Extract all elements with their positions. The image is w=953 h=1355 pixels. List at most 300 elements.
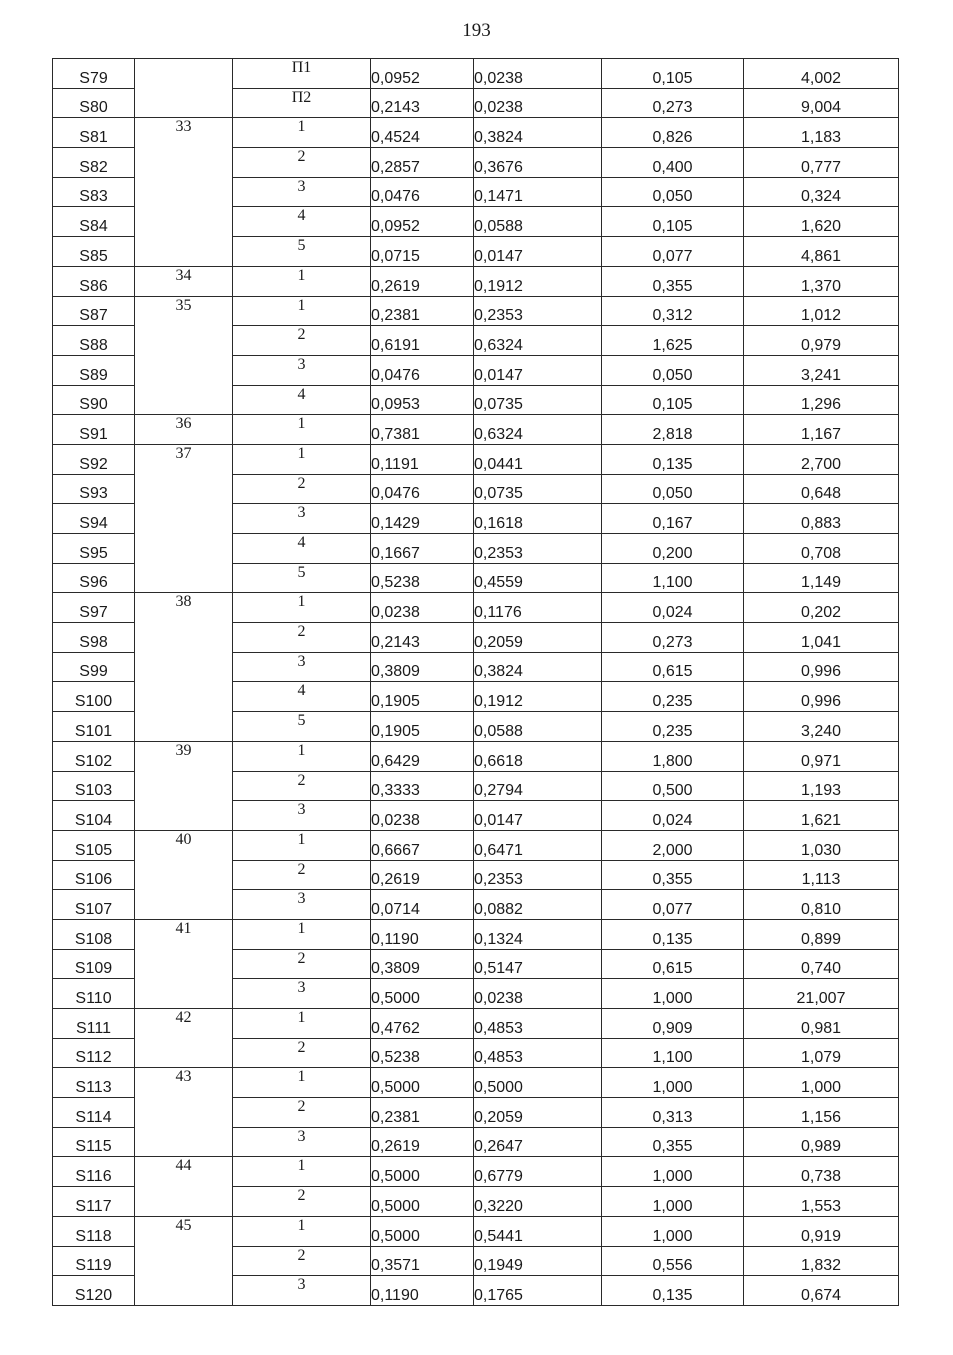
value-cell-2: 0,6779 [474,1157,602,1187]
table-row [53,623,899,653]
table-row [53,534,899,564]
subgroup-cell: 3 [233,890,371,920]
value-cell-1: 0,0715 [371,237,474,267]
subgroup-cell: 1 [233,444,371,474]
value-cell-2: 0,0735 [474,474,602,504]
table-row [53,326,899,356]
value-cell-2: 0,3220 [474,1187,602,1217]
group-cell: 40 [135,830,233,860]
value-cell-4: 3,240 [744,712,899,742]
value-cell-4: 0,738 [744,1157,899,1187]
value-cell-4: 0,979 [744,326,899,356]
subgroup-cell: 4 [233,207,371,237]
subgroup-cell: 1 [233,830,371,860]
value-cell-4: 2,700 [744,444,899,474]
value-cell-3: 0,355 [602,860,744,890]
group-cell [135,1187,233,1217]
group-cell [135,860,233,890]
table-row [53,593,899,623]
row-id-cell: S115 [53,1127,135,1157]
value-cell-3: 1,100 [602,563,744,593]
subgroup-cell: 3 [233,801,371,831]
table-row [53,1187,899,1217]
group-cell [135,623,233,653]
data-table [52,58,899,1306]
value-cell-3: 0,313 [602,1098,744,1128]
group-cell: 38 [135,593,233,623]
row-id-cell: S101 [53,712,135,742]
value-cell-1: 0,3333 [371,771,474,801]
value-cell-4: 21,007 [744,979,899,1009]
page-number: 193 [462,20,491,41]
value-cell-4: 1,370 [744,266,899,296]
value-cell-2: 0,1912 [474,266,602,296]
value-cell-1: 0,0476 [371,355,474,385]
group-cell: 43 [135,1068,233,1098]
value-cell-2: 0,5441 [474,1216,602,1246]
value-cell-1: 0,5000 [371,1216,474,1246]
row-id-cell: S88 [53,326,135,356]
table-row [53,652,899,682]
value-cell-2: 0,0238 [474,88,602,118]
row-id-cell: S110 [53,979,135,1009]
row-id-cell: S105 [53,830,135,860]
value-cell-3: 0,400 [602,148,744,178]
table-row [53,118,899,148]
row-id-cell: S102 [53,741,135,771]
group-cell [135,1246,233,1276]
group-cell [135,534,233,564]
value-cell-4: 1,149 [744,563,899,593]
value-cell-1: 0,5000 [371,1157,474,1187]
group-cell [135,563,233,593]
subgroup-cell: 1 [233,741,371,771]
value-cell-2: 0,2059 [474,623,602,653]
row-id-cell: S107 [53,890,135,920]
subgroup-cell: 4 [233,534,371,564]
subgroup-cell: 2 [233,1246,371,1276]
value-cell-1: 0,0238 [371,593,474,623]
group-cell [135,326,233,356]
table-row [53,1276,899,1306]
subgroup-cell: 5 [233,237,371,267]
group-cell [135,771,233,801]
subgroup-cell: 1 [233,593,371,623]
value-cell-2: 0,1765 [474,1276,602,1306]
group-cell [135,59,233,89]
value-cell-1: 0,1905 [371,712,474,742]
row-id-cell: S92 [53,444,135,474]
table-row [53,355,899,385]
subgroup-cell: 3 [233,504,371,534]
value-cell-1: 0,5000 [371,1187,474,1217]
group-cell: 45 [135,1216,233,1246]
value-cell-3: 0,050 [602,355,744,385]
table-row [53,1127,899,1157]
value-cell-4: 4,861 [744,237,899,267]
value-cell-4: 0,810 [744,890,899,920]
row-id-cell: S117 [53,1187,135,1217]
table-row [53,1009,899,1039]
value-cell-3: 0,500 [602,771,744,801]
subgroup-cell: П2 [233,88,371,118]
row-id-cell: S80 [53,88,135,118]
value-cell-4: 4,002 [744,59,899,89]
value-cell-1: 0,2143 [371,623,474,653]
table-row [53,979,899,1009]
value-cell-2: 0,6324 [474,326,602,356]
table-body [53,59,899,1306]
group-cell: 42 [135,1009,233,1039]
table-row [53,504,899,534]
value-cell-2: 0,0588 [474,712,602,742]
value-cell-4: 1,079 [744,1038,899,1068]
value-cell-1: 0,4524 [371,118,474,148]
value-cell-1: 0,1191 [371,444,474,474]
row-id-cell: S89 [53,355,135,385]
value-cell-2: 0,2647 [474,1127,602,1157]
group-cell [135,1098,233,1128]
value-cell-2: 0,0147 [474,355,602,385]
table-row [53,741,899,771]
value-cell-3: 0,167 [602,504,744,534]
value-cell-1: 0,6667 [371,830,474,860]
value-cell-4: 1,167 [744,415,899,445]
value-cell-4: 0,777 [744,148,899,178]
group-cell [135,474,233,504]
value-cell-1: 0,5000 [371,979,474,1009]
value-cell-2: 0,2353 [474,534,602,564]
table-row [53,949,899,979]
group-cell [135,979,233,1009]
value-cell-3: 0,355 [602,266,744,296]
value-cell-4: 0,971 [744,741,899,771]
value-cell-2: 0,5000 [474,1068,602,1098]
value-cell-3: 0,826 [602,118,744,148]
value-cell-4: 1,296 [744,385,899,415]
value-cell-1: 0,6429 [371,741,474,771]
group-cell [135,1038,233,1068]
value-cell-1: 0,0714 [371,890,474,920]
row-id-cell: S109 [53,949,135,979]
value-cell-4: 0,883 [744,504,899,534]
value-cell-4: 1,041 [744,623,899,653]
table-row [53,266,899,296]
value-cell-1: 0,3809 [371,652,474,682]
row-id-cell: S94 [53,504,135,534]
value-cell-3: 0,615 [602,652,744,682]
row-id-cell: S99 [53,652,135,682]
subgroup-cell: 1 [233,118,371,148]
table-row [53,563,899,593]
value-cell-4: 1,621 [744,801,899,831]
row-id-cell: S79 [53,59,135,89]
group-cell: 34 [135,266,233,296]
value-cell-3: 0,135 [602,444,744,474]
group-cell [135,682,233,712]
row-id-cell: S104 [53,801,135,831]
value-cell-3: 0,105 [602,207,744,237]
subgroup-cell: 2 [233,949,371,979]
row-id-cell: S114 [53,1098,135,1128]
group-cell [135,385,233,415]
table-row [53,1157,899,1187]
table-row [53,1098,899,1128]
subgroup-cell: П1 [233,59,371,89]
value-cell-3: 2,000 [602,830,744,860]
value-cell-4: 0,648 [744,474,899,504]
value-cell-3: 1,100 [602,1038,744,1068]
subgroup-cell: 1 [233,296,371,326]
table-row [53,444,899,474]
table-row [53,415,899,445]
value-cell-3: 0,024 [602,593,744,623]
subgroup-cell: 3 [233,652,371,682]
value-cell-1: 0,1190 [371,919,474,949]
value-cell-1: 0,2381 [371,296,474,326]
value-cell-4: 1,193 [744,771,899,801]
group-cell [135,207,233,237]
value-cell-3: 0,077 [602,237,744,267]
value-cell-1: 0,2619 [371,860,474,890]
value-cell-4: 0,324 [744,177,899,207]
value-cell-4: 0,919 [744,1216,899,1246]
group-cell: 33 [135,118,233,148]
group-cell [135,652,233,682]
row-id-cell: S98 [53,623,135,653]
group-cell [135,355,233,385]
value-cell-3: 1,000 [602,1187,744,1217]
group-cell [135,237,233,267]
subgroup-cell: 5 [233,712,371,742]
group-cell: 37 [135,444,233,474]
table-row [53,801,899,831]
row-id-cell: S113 [53,1068,135,1098]
value-cell-2: 0,2353 [474,296,602,326]
subgroup-cell: 4 [233,682,371,712]
subgroup-cell: 2 [233,623,371,653]
subgroup-cell: 2 [233,771,371,801]
table-row [53,890,899,920]
value-cell-4: 0,996 [744,682,899,712]
value-cell-2: 0,4853 [474,1009,602,1039]
value-cell-1: 0,4762 [371,1009,474,1039]
row-id-cell: S82 [53,148,135,178]
value-cell-1: 0,0953 [371,385,474,415]
value-cell-3: 0,556 [602,1246,744,1276]
table-row [53,919,899,949]
value-cell-1: 0,0238 [371,801,474,831]
value-cell-1: 0,0476 [371,474,474,504]
group-cell [135,1276,233,1306]
group-cell [135,801,233,831]
row-id-cell: S87 [53,296,135,326]
subgroup-cell: 3 [233,1127,371,1157]
value-cell-3: 0,355 [602,1127,744,1157]
value-cell-3: 1,800 [602,741,744,771]
subgroup-cell: 2 [233,1187,371,1217]
value-cell-4: 0,740 [744,949,899,979]
value-cell-3: 0,105 [602,385,744,415]
value-cell-3: 1,000 [602,1068,744,1098]
value-cell-1: 0,2619 [371,1127,474,1157]
value-cell-2: 0,1618 [474,504,602,534]
row-id-cell: S103 [53,771,135,801]
group-cell: 44 [135,1157,233,1187]
value-cell-2: 0,0588 [474,207,602,237]
value-cell-2: 0,5147 [474,949,602,979]
value-cell-2: 0,0882 [474,890,602,920]
row-id-cell: S83 [53,177,135,207]
row-id-cell: S86 [53,266,135,296]
value-cell-2: 0,0238 [474,59,602,89]
value-cell-2: 0,2353 [474,860,602,890]
value-cell-3: 0,077 [602,890,744,920]
value-cell-4: 1,620 [744,207,899,237]
row-id-cell: S116 [53,1157,135,1187]
table-row [53,1068,899,1098]
table-row [53,1216,899,1246]
table-row [53,148,899,178]
value-cell-3: 0,135 [602,1276,744,1306]
value-cell-1: 0,1190 [371,1276,474,1306]
table-row [53,59,899,89]
table-row [53,88,899,118]
value-cell-4: 0,202 [744,593,899,623]
group-cell [135,712,233,742]
value-cell-1: 0,5000 [371,1068,474,1098]
subgroup-cell: 3 [233,1276,371,1306]
table-row [53,177,899,207]
value-cell-2: 0,0147 [474,237,602,267]
value-cell-2: 0,6618 [474,741,602,771]
group-cell: 35 [135,296,233,326]
group-cell [135,177,233,207]
value-cell-4: 0,981 [744,1009,899,1039]
value-cell-4: 1,030 [744,830,899,860]
group-cell [135,890,233,920]
value-cell-1: 0,3809 [371,949,474,979]
table-row [53,682,899,712]
value-cell-2: 0,0441 [474,444,602,474]
value-cell-1: 0,2857 [371,148,474,178]
subgroup-cell: 3 [233,979,371,1009]
value-cell-2: 0,0238 [474,979,602,1009]
table-row [53,474,899,504]
subgroup-cell: 1 [233,1216,371,1246]
value-cell-3: 0,273 [602,88,744,118]
table-row [53,1246,899,1276]
subgroup-cell: 2 [233,1098,371,1128]
value-cell-2: 0,2794 [474,771,602,801]
value-cell-3: 2,818 [602,415,744,445]
value-cell-2: 0,2059 [474,1098,602,1128]
group-cell: 39 [135,741,233,771]
subgroup-cell: 3 [233,355,371,385]
value-cell-3: 0,200 [602,534,744,564]
value-cell-2: 0,1912 [474,682,602,712]
value-cell-3: 0,615 [602,949,744,979]
value-cell-1: 0,0952 [371,59,474,89]
table-row [53,712,899,742]
table-row [53,296,899,326]
subgroup-cell: 1 [233,1009,371,1039]
value-cell-3: 0,050 [602,177,744,207]
value-cell-1: 0,1667 [371,534,474,564]
value-cell-2: 0,1324 [474,919,602,949]
group-cell [135,949,233,979]
table-row [53,771,899,801]
value-cell-3: 0,235 [602,682,744,712]
group-cell: 36 [135,415,233,445]
row-id-cell: S90 [53,385,135,415]
value-cell-4: 0,996 [744,652,899,682]
value-cell-3: 0,105 [602,59,744,89]
row-id-cell: S96 [53,563,135,593]
subgroup-cell: 2 [233,148,371,178]
row-id-cell: S108 [53,919,135,949]
value-cell-1: 0,1905 [371,682,474,712]
value-cell-1: 0,5238 [371,563,474,593]
value-cell-1: 0,2619 [371,266,474,296]
value-cell-4: 0,989 [744,1127,899,1157]
subgroup-cell: 1 [233,1068,371,1098]
row-id-cell: S93 [53,474,135,504]
row-id-cell: S106 [53,860,135,890]
value-cell-1: 0,0952 [371,207,474,237]
value-cell-3: 1,000 [602,1216,744,1246]
value-cell-2: 0,4559 [474,563,602,593]
row-id-cell: S119 [53,1246,135,1276]
subgroup-cell: 2 [233,860,371,890]
subgroup-cell: 1 [233,415,371,445]
value-cell-1: 0,0476 [371,177,474,207]
value-cell-2: 0,3824 [474,118,602,148]
value-cell-2: 0,1471 [474,177,602,207]
subgroup-cell: 1 [233,919,371,949]
value-cell-3: 0,312 [602,296,744,326]
value-cell-2: 0,1176 [474,593,602,623]
value-cell-3: 0,024 [602,801,744,831]
value-cell-3: 0,235 [602,712,744,742]
row-id-cell: S84 [53,207,135,237]
row-id-cell: S85 [53,237,135,267]
table-row [53,385,899,415]
table-row [53,1038,899,1068]
row-id-cell: S95 [53,534,135,564]
group-cell: 41 [135,919,233,949]
value-cell-4: 0,899 [744,919,899,949]
group-cell [135,148,233,178]
value-cell-1: 0,6191 [371,326,474,356]
table-row [53,830,899,860]
row-id-cell: S111 [53,1009,135,1039]
value-cell-3: 1,000 [602,1157,744,1187]
subgroup-cell: 1 [233,266,371,296]
value-cell-4: 9,004 [744,88,899,118]
value-cell-4: 1,183 [744,118,899,148]
value-cell-1: 0,1429 [371,504,474,534]
value-cell-4: 0,708 [744,534,899,564]
group-cell [135,1127,233,1157]
value-cell-2: 0,4853 [474,1038,602,1068]
row-id-cell: S100 [53,682,135,712]
group-cell [135,504,233,534]
subgroup-cell: 5 [233,563,371,593]
value-cell-4: 1,156 [744,1098,899,1128]
value-cell-1: 0,2143 [371,88,474,118]
subgroup-cell: 2 [233,326,371,356]
